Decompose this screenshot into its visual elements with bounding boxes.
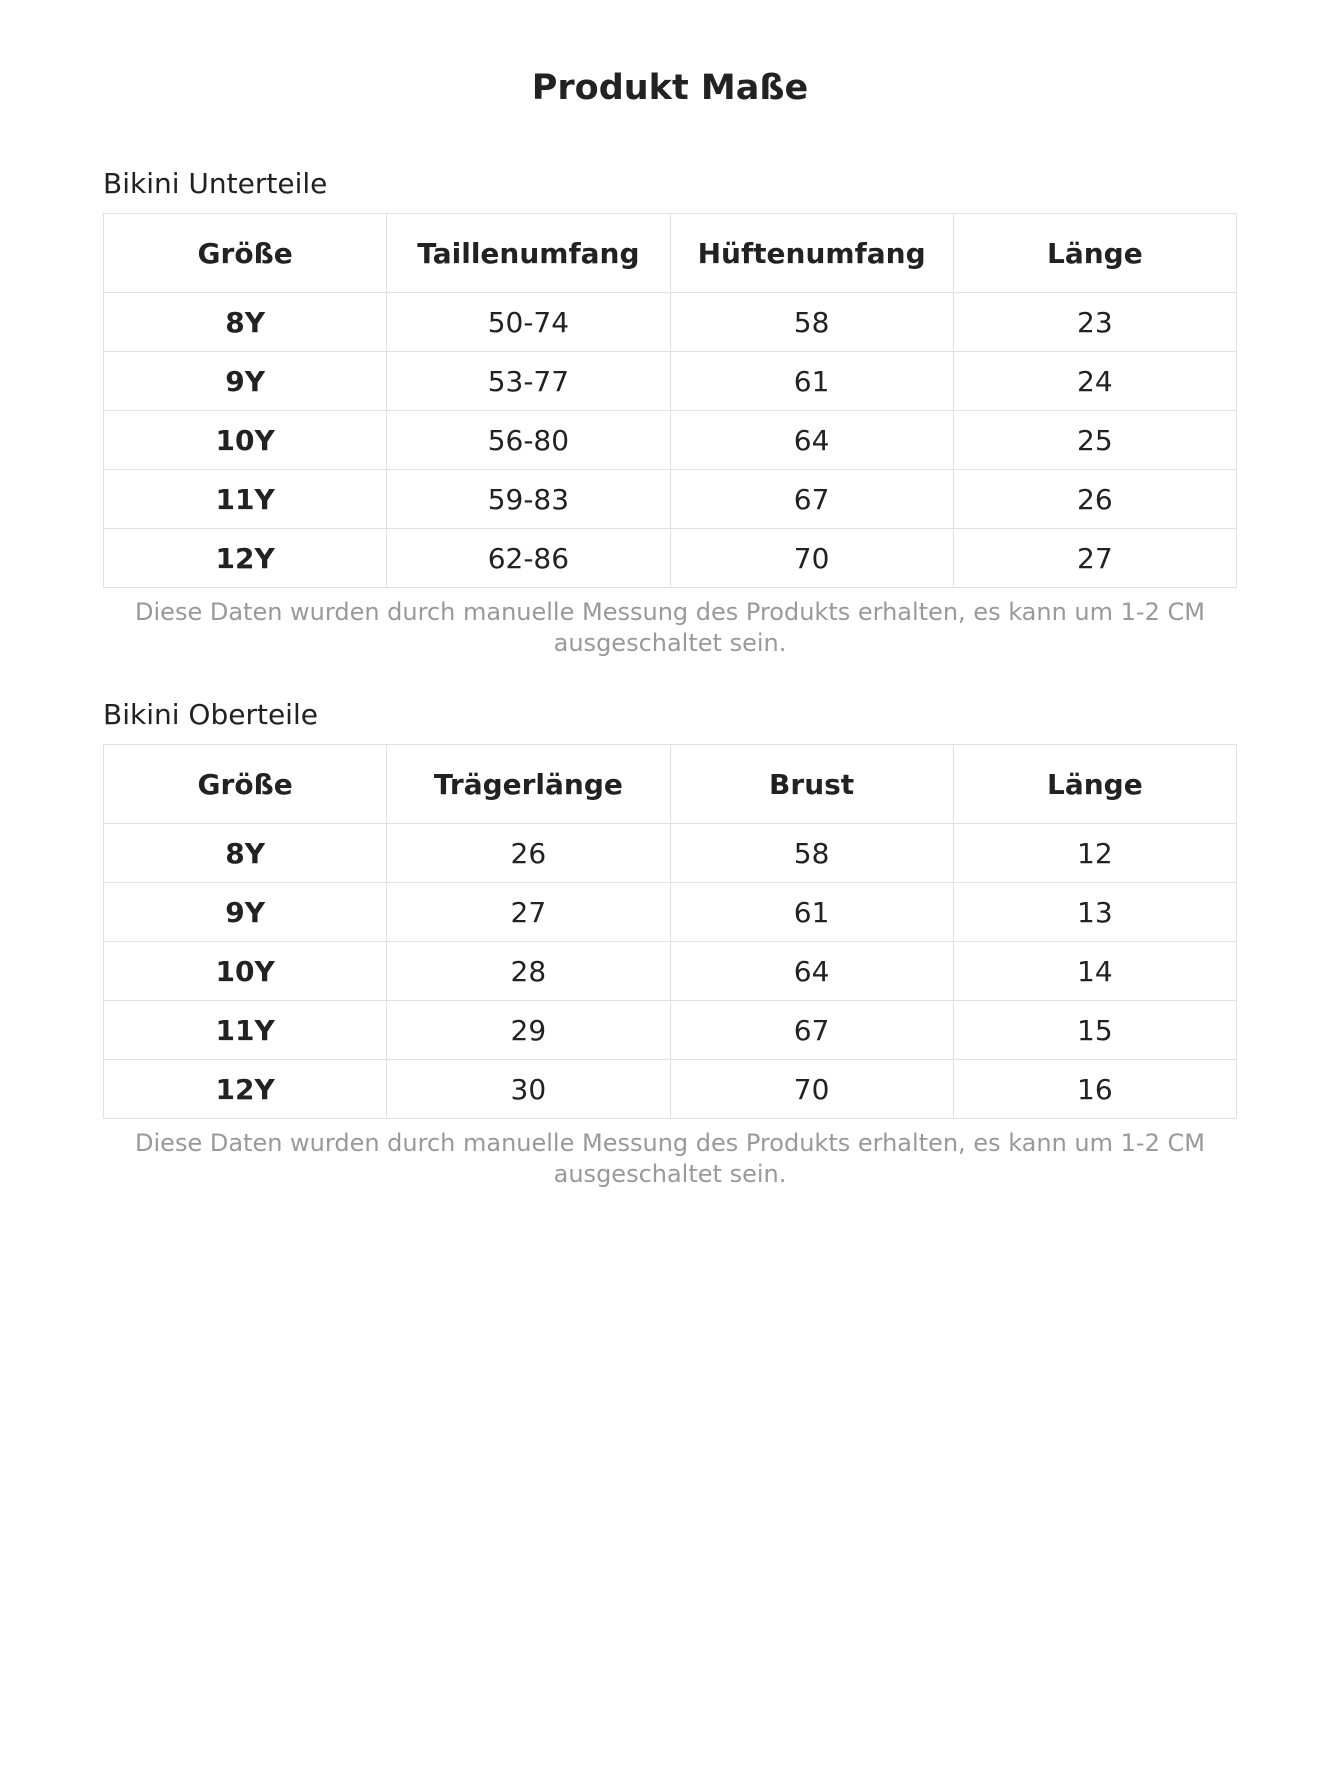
table-cell: 25 (953, 411, 1236, 470)
size-cell: 10Y (104, 411, 387, 470)
column-header: Taillenumfang (387, 214, 670, 293)
table-row (104, 942, 1237, 1001)
table-cell: 64 (670, 942, 953, 1001)
table-cell: 15 (953, 1001, 1236, 1060)
column-header: Länge (953, 214, 1236, 293)
table-cell: 62-86 (387, 529, 670, 588)
column-header: Hüftenumfang (670, 214, 953, 293)
table-cell: 23 (953, 293, 1236, 352)
table-cell: 50-74 (387, 293, 670, 352)
table-cell: 59-83 (387, 470, 670, 529)
table-cell: 24 (953, 352, 1236, 411)
size-table (103, 744, 1237, 1119)
table-cell: 67 (670, 1001, 953, 1060)
table-cell: 14 (953, 942, 1236, 1001)
table-header-row (104, 745, 1237, 824)
size-cell: 8Y (104, 293, 387, 352)
measurement-note: Diese Daten wurden durch manuelle Messung des Produkts erhalten, es kann um 1-2 CM ausgeschaltet sein. (135, 1129, 1205, 1188)
table-row (104, 1060, 1237, 1119)
table-row (104, 293, 1237, 352)
table-cell: 26 (387, 824, 670, 883)
table-cell: 12 (953, 824, 1236, 883)
column-header: Größe (104, 745, 387, 824)
column-header: Trägerlänge (387, 745, 670, 824)
column-header: Länge (953, 745, 1236, 824)
table-cell: 29 (387, 1001, 670, 1060)
table-cell: 26 (953, 470, 1236, 529)
size-cell: 11Y (104, 470, 387, 529)
table-row (104, 352, 1237, 411)
table-cell: 56-80 (387, 411, 670, 470)
table-header-row (104, 214, 1237, 293)
table-cell: 28 (387, 942, 670, 1001)
page-title: Produkt Maße (531, 68, 809, 108)
section-bikini-tops (103, 696, 1237, 1190)
table-row (104, 529, 1237, 588)
table-row (104, 1001, 1237, 1060)
table-cell: 67 (670, 470, 953, 529)
table-row (104, 411, 1237, 470)
table-row (104, 470, 1237, 529)
table-row (104, 824, 1237, 883)
size-cell: 9Y (104, 352, 387, 411)
table-cell: 61 (670, 352, 953, 411)
section-title: Bikini Unterteile (103, 167, 328, 200)
column-header: Größe (104, 214, 387, 293)
size-cell: 9Y (104, 883, 387, 942)
table-cell: 70 (670, 529, 953, 588)
table-cell: 58 (670, 824, 953, 883)
measurement-note: Diese Daten wurden durch manuelle Messung des Produkts erhalten, es kann um 1-2 CM ausgeschaltet sein. (135, 598, 1205, 657)
table-cell: 61 (670, 883, 953, 942)
table-row (104, 883, 1237, 942)
table-cell: 27 (953, 529, 1236, 588)
size-cell: 12Y (104, 1060, 387, 1119)
size-table (103, 213, 1237, 588)
table-cell: 53-77 (387, 352, 670, 411)
section-title: Bikini Oberteile (103, 698, 318, 731)
size-cell: 11Y (104, 1001, 387, 1060)
table-cell: 70 (670, 1060, 953, 1119)
column-header: Brust (670, 745, 953, 824)
size-cell: 10Y (104, 942, 387, 1001)
table-cell: 30 (387, 1060, 670, 1119)
size-cell: 8Y (104, 824, 387, 883)
table-cell: 16 (953, 1060, 1236, 1119)
table-cell: 13 (953, 883, 1236, 942)
table-cell: 64 (670, 411, 953, 470)
size-cell: 12Y (104, 529, 387, 588)
table-cell: 58 (670, 293, 953, 352)
section-bikini-bottoms (103, 165, 1237, 659)
table-cell: 27 (387, 883, 670, 942)
